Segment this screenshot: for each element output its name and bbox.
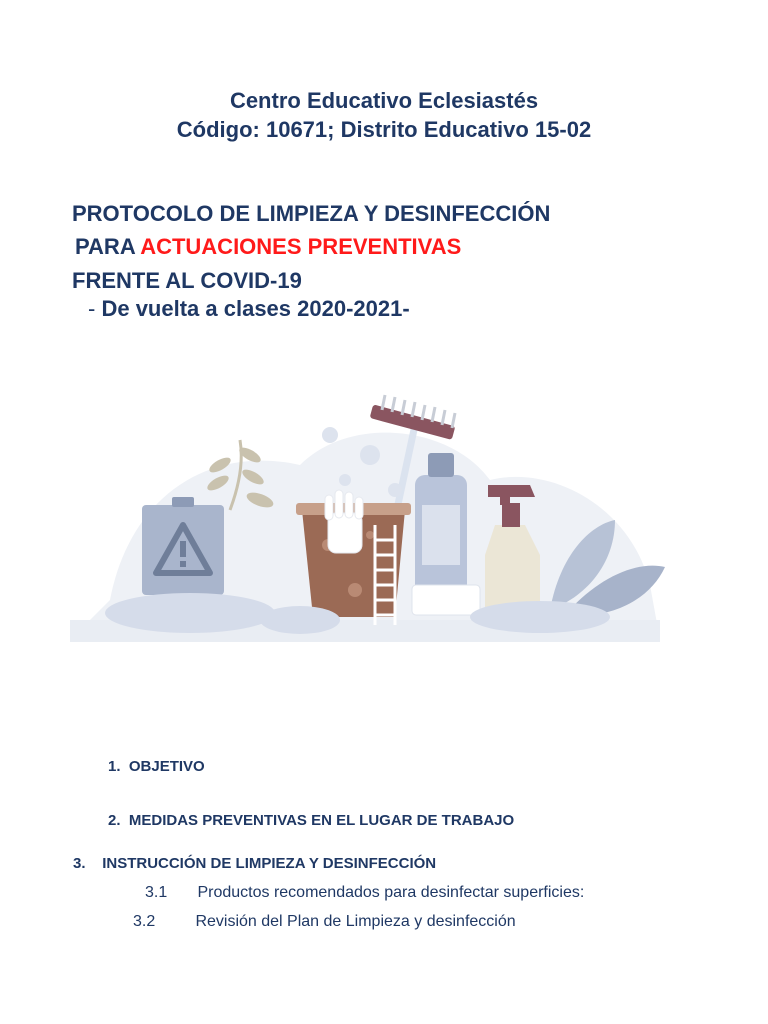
toc-item-label: MEDIDAS PREVENTIVAS EN EL LUGAR DE TRABAJO — [128, 812, 515, 829]
toc-item-3 — [73, 855, 436, 872]
toc-item-2 — [108, 812, 514, 829]
title-prefix: PARA — [75, 234, 135, 259]
subtitle-text: De vuelta a clases 2020-2021- — [101, 296, 410, 321]
document-subtitle — [88, 296, 410, 322]
document-title-line3: FRENTE AL COVID-19 — [72, 268, 302, 293]
toc-item-label: INSTRUCCIÓN DE LIMPIEZA Y DESINFECCIÓN — [102, 855, 437, 872]
toc-subitem-label: Productos recomendados para desinfectar superficies: — [197, 884, 585, 901]
sponge-icon — [412, 585, 480, 615]
toc-item-label: OBJETIVO — [128, 758, 205, 775]
title-highlight: ACTUACIONES PREVENTIVAS — [140, 234, 462, 259]
toc-subitem-3-1 — [145, 884, 584, 902]
toc-item-number: 2. — [108, 812, 121, 829]
toc-subitem-3-2 — [133, 913, 516, 931]
toc-item-1 — [108, 758, 205, 775]
toc-subitem-label: Revisión del Plan de Limpieza y desinfección — [195, 913, 516, 930]
cleaning-supplies-illustration — [70, 385, 670, 650]
toc-subitem-number: 3.2 — [133, 913, 156, 930]
toc-item-number: 3. — [73, 855, 86, 872]
school-name: Centro Educativo Eclesiastés — [229, 88, 539, 113]
document-title-line1: PROTOCOLO DE LIMPIEZA Y DESINFECCIÓN — [72, 201, 551, 226]
document-title-line2 — [75, 234, 461, 260]
warning-sign-icon — [142, 497, 224, 595]
school-code: Código: 10671; Distrito Educativo 15-02 — [176, 117, 592, 142]
toc-subitem-number: 3.1 — [145, 884, 168, 901]
subtitle-dash: - — [88, 296, 96, 321]
toc-item-number: 1. — [108, 758, 121, 775]
